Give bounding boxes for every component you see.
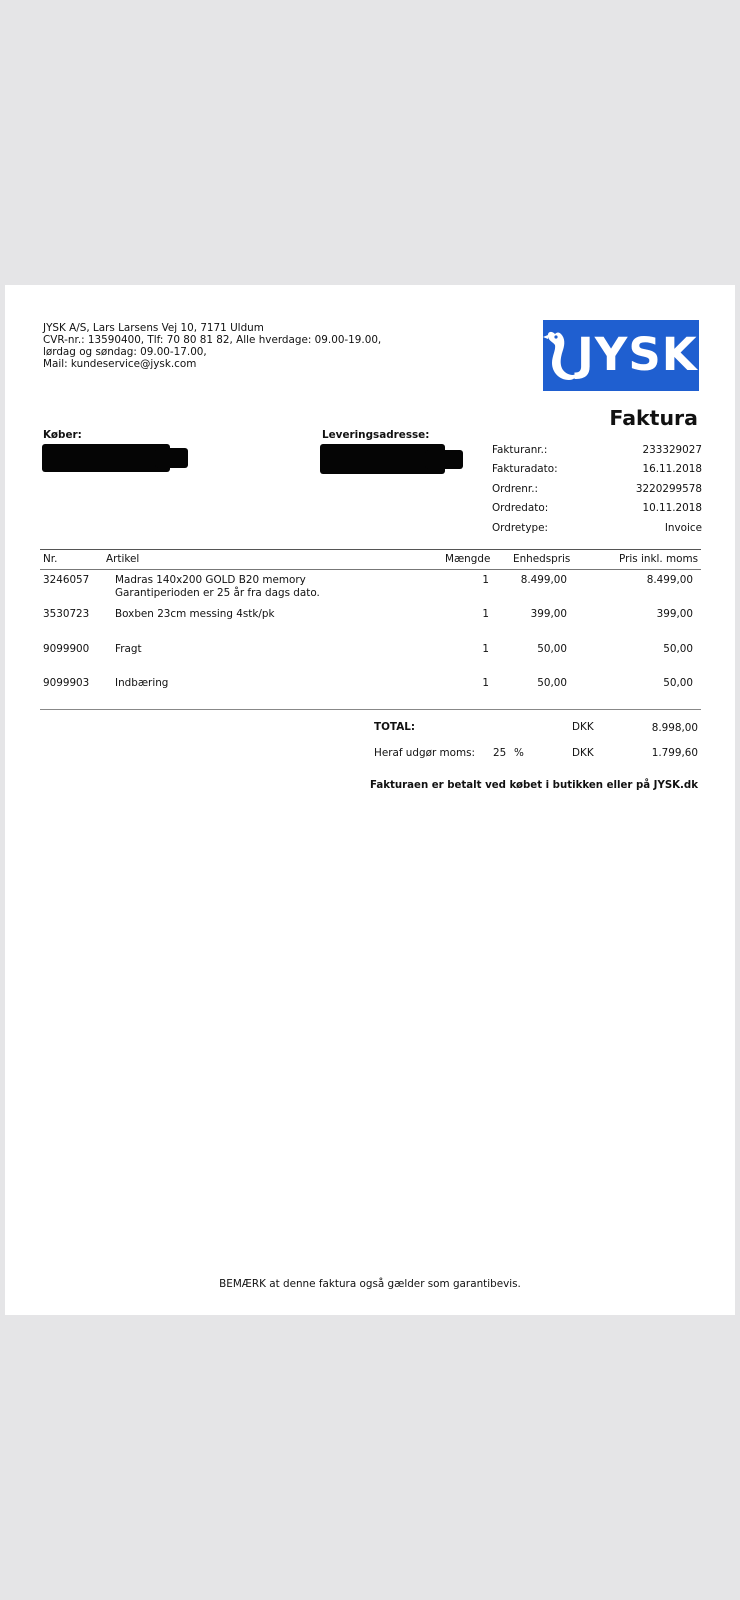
document-title: Faktura — [609, 406, 698, 430]
row-maengde: 1 — [482, 677, 489, 689]
row-pris: 399,00 — [656, 608, 693, 620]
company-info — [43, 322, 381, 370]
row-enhedspris: 50,00 — [537, 643, 567, 655]
row-enhedspris: 399,00 — [530, 608, 567, 620]
delivery-redaction-tail — [425, 450, 463, 469]
meta-label: Fakturanr.: — [492, 444, 548, 456]
buyer-label: Køber: — [43, 429, 82, 441]
meta-order-type — [492, 522, 702, 536]
row-enhedspris: 50,00 — [537, 677, 567, 689]
total-currency: DKK — [572, 721, 594, 733]
row-pris: 50,00 — [663, 677, 693, 689]
meta-order-date — [492, 502, 702, 516]
row-enhedspris: 8.499,00 — [520, 574, 567, 586]
vat-label: Heraf udgør moms: — [374, 747, 476, 759]
row-maengde: 1 — [482, 643, 489, 655]
invoice-page — [5, 285, 735, 1315]
logo-text: JYSK — [577, 328, 698, 381]
footer-note: BEMÆRK at denne faktura også gælder som garantibevis. — [219, 1278, 521, 1290]
row-artikel: Madras 140x200 GOLD B20 memory — [115, 574, 306, 586]
row-pris: 8.499,00 — [646, 574, 693, 586]
row-artikel: Boxben 23cm messing 4stk/pk — [115, 608, 275, 620]
header-pris: Pris inkl. moms — [619, 553, 698, 565]
company-address-line: JYSK A/S, Lars Larsens Vej 10, 7171 Uldum — [43, 322, 264, 334]
row-artikel: Indbæring — [115, 677, 169, 689]
table-top-rule — [40, 549, 701, 550]
row-maengde: 1 — [482, 608, 489, 620]
meta-value: 16.11.2018 — [642, 463, 702, 475]
header-enhedspris: Enhedspris — [513, 553, 571, 565]
total-value: 8.998,00 — [651, 722, 698, 734]
header-artikel: Artikel — [106, 553, 140, 565]
company-mail-line: Mail: kundeservice@jysk.com — [43, 358, 197, 370]
meta-invoice-number — [492, 444, 702, 458]
row-nr: 9099903 — [43, 677, 90, 689]
row-artikel: Fragt — [115, 643, 142, 655]
row-maengde: 1 — [482, 574, 489, 586]
meta-value: 233329027 — [642, 444, 702, 456]
delivery-label: Leveringsadresse: — [322, 429, 430, 441]
row-nr: 3530723 — [43, 608, 90, 620]
buyer-redaction — [42, 444, 170, 472]
header-nr: Nr. — [43, 553, 58, 565]
total-label: TOTAL: — [374, 721, 416, 733]
table-bottom-rule — [40, 709, 701, 710]
row-pris: 50,00 — [663, 643, 693, 655]
company-cvr-line: CVR-nr.: 13590400, Tlf: 70 80 81 82, Alle hverdage: 09.00-19.00, — [43, 334, 382, 346]
table-header-rule — [40, 569, 701, 570]
meta-label: Ordretype: — [492, 522, 549, 534]
meta-order-number — [492, 483, 702, 497]
vat-currency: DKK — [572, 747, 594, 759]
row-note: Garantiperioden er 25 år fra dags dato. — [115, 587, 320, 599]
header-maengde: Mængde — [445, 553, 491, 565]
vat-value: 1.799,60 — [651, 747, 698, 759]
paid-note: Fakturaen er betalt ved købet i butikken eller på JYSK.dk — [370, 780, 698, 791]
row-nr: 9099900 — [43, 643, 90, 655]
meta-invoice-date — [492, 463, 702, 477]
buyer-redaction-tail — [155, 448, 188, 468]
meta-value: Invoice — [664, 522, 702, 534]
meta-label: Ordrenr.: — [492, 483, 539, 495]
vat-percent: % — [514, 747, 524, 759]
meta-label: Ordredato: — [492, 502, 549, 514]
company-hours-line: lørdag og søndag: 09.00-17.00, — [43, 346, 207, 358]
row-nr: 3246057 — [43, 574, 90, 586]
meta-value: 3220299578 — [635, 483, 702, 495]
vat-rate: 25 — [493, 747, 507, 759]
meta-value: 10.11.2018 — [642, 502, 702, 514]
jysk-logo — [543, 320, 699, 391]
meta-label: Fakturadato: — [492, 463, 558, 475]
